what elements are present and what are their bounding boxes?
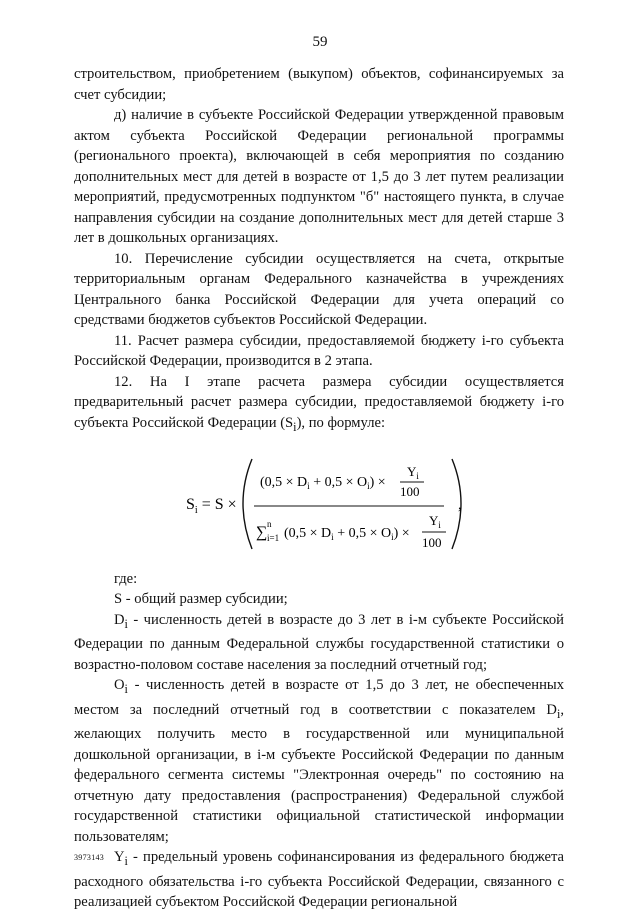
paragraph-continuation: строительством, приобретением (выкупом) объектов, софинансируемых за счет субсидии; xyxy=(74,66,564,103)
denominator-hundred: 100 xyxy=(422,534,442,550)
paragraph-11: 11. Расчет размера субсидии, предоставляемой бюджету i-го субъекта Российской Федерации, производится в 2 этапа. xyxy=(74,332,564,369)
definition-s: S - общий размер субсидии; xyxy=(114,591,288,608)
formula-lhs: $S_i = S$ × xyxy=(186,495,237,516)
definition-y: $Y_i$ - предельный уровень софинансирования из федерального бюджета расходного обязательства i-го субъекта Российской Федерации, связанного с реализацией субъектом Российской Федерации региональной xyxy=(74,849,564,911)
document-code: 3973143 xyxy=(74,853,105,862)
sum-lower-limit: i=1 xyxy=(267,532,280,543)
numerator-hundred: 100 xyxy=(400,483,420,499)
formula-graphic xyxy=(74,437,564,569)
sum-sign: ∑ xyxy=(256,523,268,541)
where-label: где: xyxy=(114,570,138,587)
subsidy-formula xyxy=(74,437,564,569)
paragraph-10: 10. Перечисление субсидии осуществляется на счета, открытые территориальным органам Федерального казначейства в учреждениях Центрального банка Российской Федерации для учета операций со средствами бюджетов субъектов Российской Федерации. xyxy=(74,250,564,328)
paragraph-item-d: д) наличие в субъекте Российской Федерации утвержденной правовым актом субъекта Российской Федерации региональной программы (регионального проекта), включающей в себя мероприятия по созданию дополнительных мест для детей в возрасте от 1,5 до 3 лет путем реализации мероприятий, предусмотренных подпунктом "б" настоящего пункта, в случае направления субсидии на создание дополнительных мест для детей старше 3 лет в дошкольных организациях. xyxy=(74,107,564,246)
formula-comma: , xyxy=(458,496,462,513)
definition-o: $O_i$ - численность детей в возрасте от 1,5 до 3 лет, не обеспеченных местом за последний отчетный год в соответствии с показателем $D_i$, желающих получить место в государственной или муниципальной дошкольной организации, в i-м субъекте Российской Федерации по данным федерального сегмента системы "Электронная очередь" по состоянию на отчетную дату предоставления (распространения) Федеральной службой государственной статистики официальной статистической информации пользователям; xyxy=(74,677,564,845)
left-paren xyxy=(243,459,252,549)
formula-denominator: $(0,5 \times D_i + 0,5 \times O_i)$ × xyxy=(284,525,410,542)
definition-d: $D_i$ - численность детей в возрасте до 3 лет в i-м субъекте Российской Федерации по данным Федеральной службы государственной статистики о возрастно-половом составе населения за последний отчетный год; xyxy=(74,611,564,673)
page-number: 59 xyxy=(312,34,328,50)
paragraph-12: 12. На I этапе расчета размера субсидии осуществляется предварительный расчет размера субсидии, предоставляемой бюджету i-го субъекта Российской Федерации $(S_i)$, по формуле: xyxy=(74,373,564,434)
numerator-y: $Y_i$ xyxy=(407,463,419,481)
sum-upper-limit: n xyxy=(267,518,272,529)
denominator-y: $Y_i$ xyxy=(429,512,441,530)
formula-numerator: $(0,5 \times D_i + 0,5 \times O_i)$ × xyxy=(260,474,386,491)
document-body xyxy=(74,64,564,913)
